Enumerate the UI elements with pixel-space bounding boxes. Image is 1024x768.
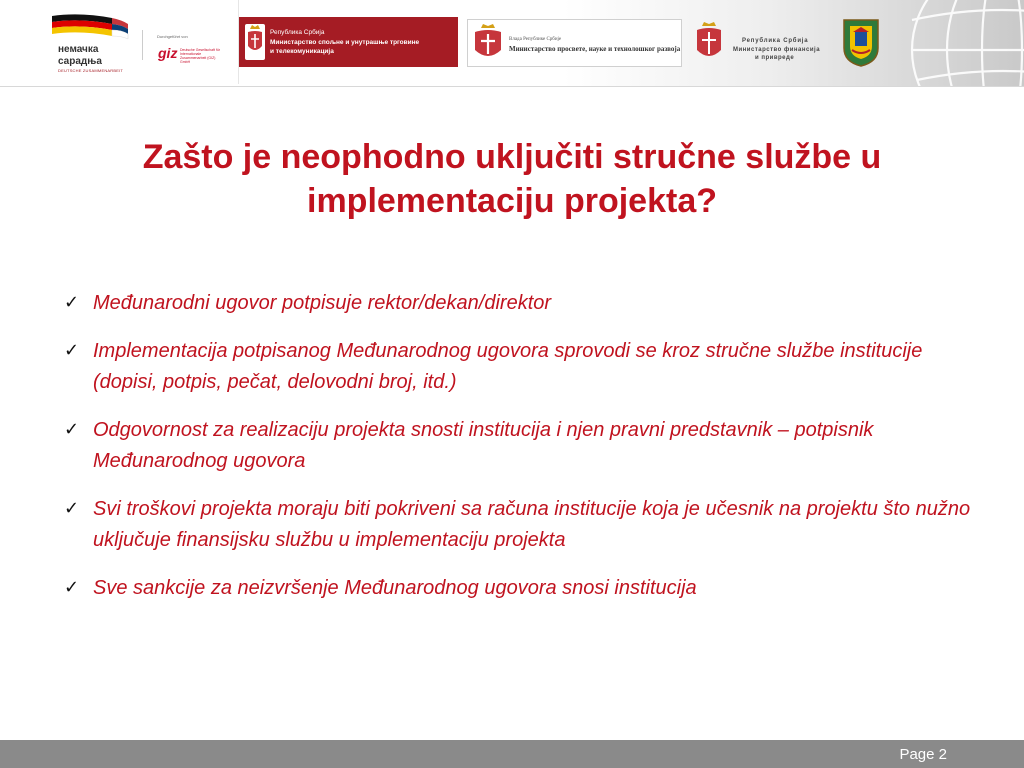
footer-bar: [0, 740, 1024, 768]
ministry-trade-line2: Министарство спољне и унутрашње трговине: [270, 39, 420, 46]
list-item: [64, 415, 974, 477]
list-item: [64, 494, 974, 556]
ministry-education-logo: [467, 19, 682, 67]
bullet-text: Sve sankcije za neizvršenje Međunarodnog ugovora snosi institucija: [93, 577, 697, 599]
ministry-finance-line1: Република Србија: [742, 38, 809, 44]
partner-divider: [142, 30, 143, 60]
ministry-trade-line3: и телекомуникација: [270, 48, 334, 55]
page-number: Page 2: [899, 746, 947, 763]
partner-name-line2: сарадња: [58, 56, 102, 67]
list-item: [64, 336, 974, 398]
giz-logo-subtext: Deutsche Gesellschaft für Internationale Zusammenarbeit (GIZ) GmbH: [180, 48, 221, 64]
checkmark-icon: ✓: [64, 419, 80, 440]
globe-decoration-icon: [892, 0, 1024, 86]
giz-partner-logo: [38, 0, 239, 84]
bullet-text: Međunarodni ugovor potpisuje rektor/dekan/direktor: [93, 292, 552, 314]
bullet-text: Odgovornost za realizaciju projekta snosti institucija i njen pravni predstavnik – potpisnik Međunarodnog ugovora: [93, 419, 874, 472]
bullet-text: Svi troškovi projekta moraju biti pokriveni sa računa institucije koja je učesnik na projektu što nužno uključuje finansijsku službu u implementaciju projekta: [93, 498, 971, 551]
bullet-list: [64, 288, 974, 621]
serbian-coat-of-arms-icon: [694, 20, 724, 66]
list-item: [64, 288, 974, 319]
checkmark-icon: ✓: [64, 498, 80, 519]
ministry-trade-line1: Република Србија: [270, 29, 325, 36]
checkmark-icon: ✓: [64, 577, 80, 598]
header-logo-strip: [0, 0, 1024, 87]
regional-coat-of-arms-icon: [841, 18, 881, 68]
checkmark-icon: ✓: [64, 292, 80, 313]
bullet-text: Implementacija potpisanog Međunarodnog ugovora sprovodi se kroz stručne službe institucije (dopisi, potpis, pečat, delovodni broj, itd.): [93, 340, 923, 393]
slide-title: Zašto je neophodno uključiti stručne službe u implementaciju projekta?: [142, 138, 882, 220]
ministry-education-line1: Влада Републике Србије: [509, 37, 562, 42]
ministry-finance-line3: и привреде: [755, 55, 795, 61]
ministry-finance-line2: Министарство финансија: [733, 47, 821, 53]
partner-name-line3: DEUTSCHE ZUSAMMENARBEIT: [58, 68, 124, 73]
partner-name-line1: немачка: [58, 44, 99, 55]
ministry-trade-logo: [239, 17, 458, 67]
serbian-coat-of-arms-icon: [243, 20, 267, 64]
list-item: [64, 573, 974, 604]
german-serbian-flag-icon: [50, 12, 130, 44]
giz-logo-text: giz: [158, 45, 178, 61]
partner-commission-text: Durchgeführt von: [157, 34, 188, 39]
ministry-education-line2: Министарство просвете, науке и технолошког развоја: [509, 45, 681, 53]
serbian-coat-of-arms-icon: [471, 22, 505, 64]
checkmark-icon: ✓: [64, 340, 80, 361]
